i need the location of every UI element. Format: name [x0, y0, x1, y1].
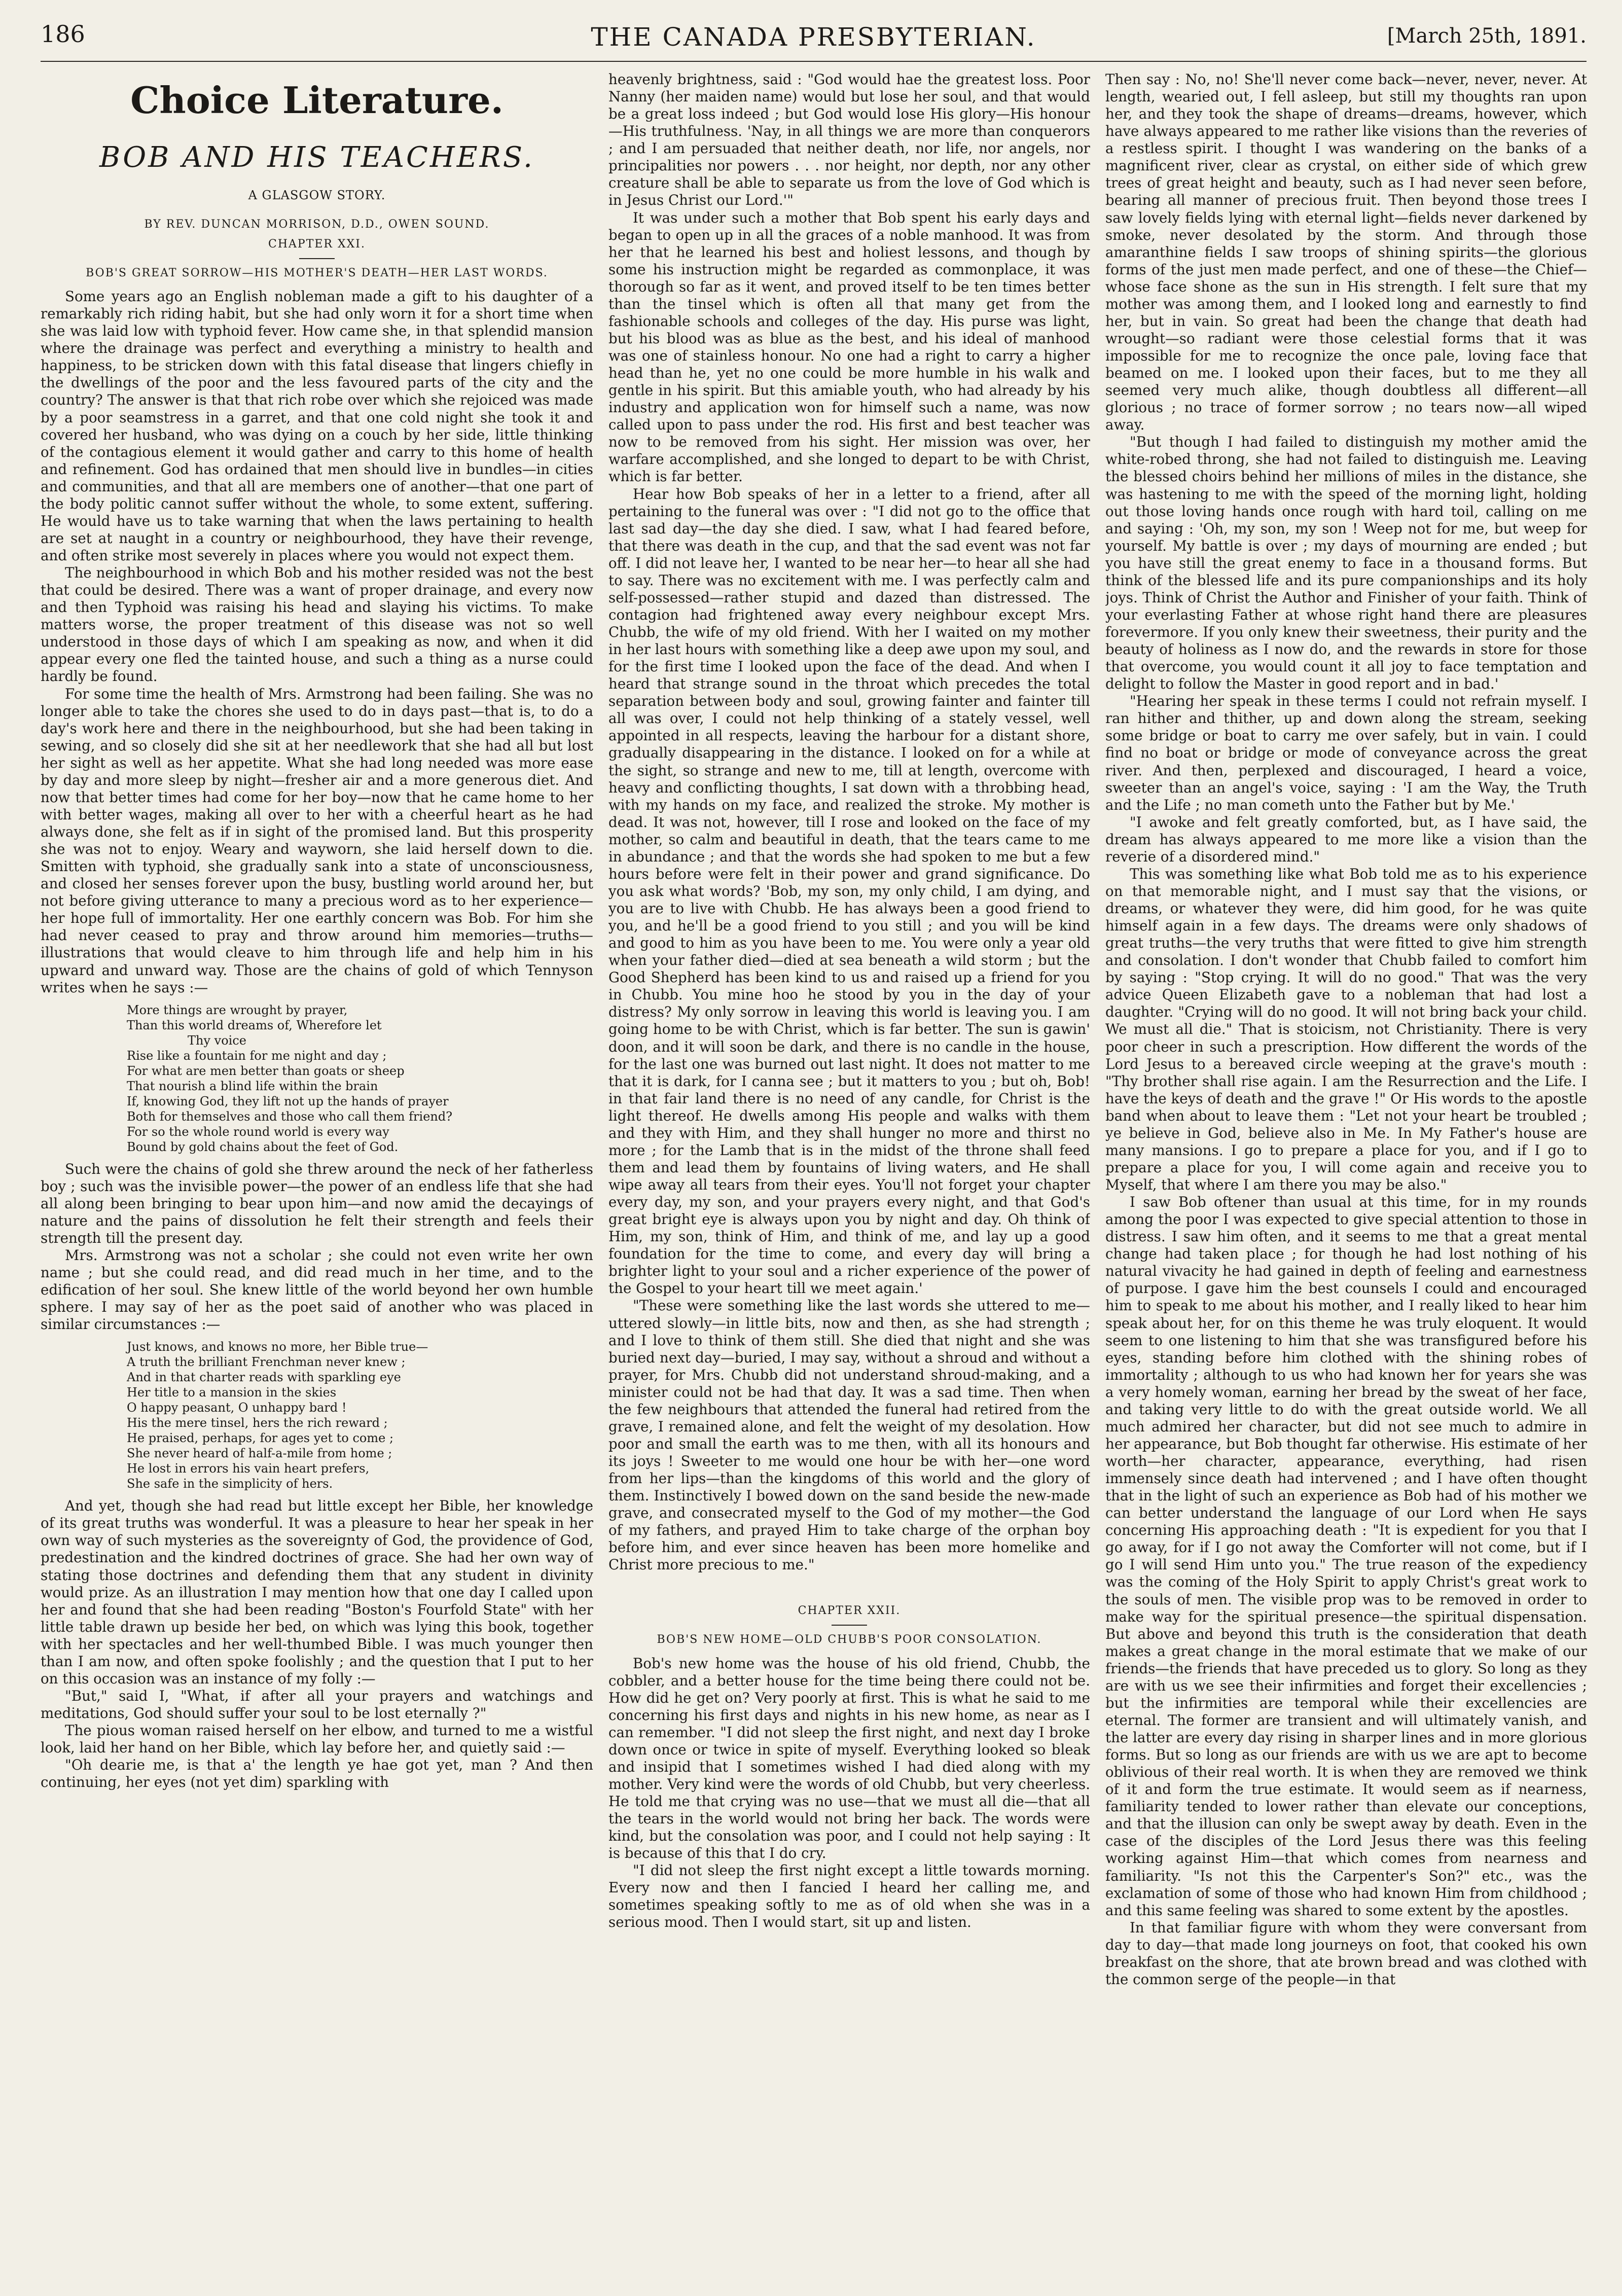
- verse-line: Just knows, and knows no more, her Bible true—: [127, 1340, 428, 1354]
- paragraph: And yet, though she had read but little except her Bible, her knowledge of its great truths was wonderful. It was a pleasure to hear her speak in her own way of such mysteries as the sovereignty of God, the providence of God, predestination and the kindred doctrines of grace. She had her own way of stating those doctrines and defending them that any student in divinity would prize. As an illustration I may mention how that one day I called upon her and found that she had been reading "Boston's Fourfold State" with her little table drawn up beside her bed, on which was lying this book, together with her spectacles and her well-thumbed Bible. I was much younger then than I am now, and often spoke foolishly ; and the question that I put to her on this occasion was an instance of my folly :—: [41, 1497, 593, 1687]
- verse-line: His the mere tinsel, hers the rich reward ;: [127, 1416, 388, 1430]
- page-number: 186: [41, 20, 85, 48]
- verse-line: A truth the brilliant Frenchman never knew ;: [127, 1355, 406, 1370]
- byline: BY REV. DUNCAN MORRISON, D.D., OWEN SOUND.: [144, 218, 490, 231]
- verse-line: More things are wrought by prayer,: [127, 1002, 348, 1017]
- story-subtitle: A GLASGOW STORY.: [248, 188, 386, 203]
- page-header: [41, 20, 1587, 62]
- verse-line: Rise like a fountain for me night and day ;: [127, 1048, 387, 1063]
- column-3: [1105, 71, 1587, 2277]
- masthead: THE CANADA PRESBYTERIAN.: [591, 22, 1036, 52]
- poem-cowper: [127, 1339, 593, 1491]
- verse-line: For what are men better than goats or sheep: [127, 1063, 405, 1078]
- paragraph: "But though I had failed to distinguish my mother amid the white-robed throng, she had not failed to distinguish me. Leaving the blessed choirs behind her millions of miles in the distance, she was hastening to me with the speed of the morning light, holding out those loving hands once rough with hard toil, calling on me and saying : 'Oh, my son, my son ! Weep not for me, but weep for yourself. My battle is over ; my days of mourning are ended ; but you have still the great enemy to face in a thousand forms. But think of the blessed life and its pure companionships and its holy joys. Think of Christ the Author and Finisher of your faith. Think of your everlasting Father at whose right hand there are pleasures forevermore. If you only knew their sweetness, their purity and the beauty of holiness as I now do, and the rewards in store for those that overcome, you would count it all joy to face temptation and delight to follow the Master in good report and in bad.': [1105, 434, 1587, 693]
- chapter-heading: CHAPTER XXI.: [268, 237, 366, 250]
- chapter-subheading: BOB'S GREAT SORROW—HIS MOTHER'S DEATH—HER LAST WORDS.: [86, 267, 548, 280]
- verse-line: He praised, perhaps, for ages yet to come ;: [127, 1431, 394, 1446]
- poem-tennyson: [127, 1002, 593, 1155]
- verse-line: That nourish a blind life within the brain: [127, 1079, 378, 1093]
- verse-line: And in that charter reads with sparkling eye: [127, 1370, 401, 1385]
- verse-line: O happy peasant, O unhappy bard !: [127, 1401, 347, 1415]
- issue-date: [March 25th, 1891.: [1387, 24, 1587, 48]
- chapter-subheading: BOB'S NEW HOME—OLD CHUBB'S POOR CONSOLATION.: [657, 1633, 1042, 1646]
- paragraph: "I awoke and felt greatly comforted, but, as I have said, the dream has always appeared to me more like a vision than the reverie of a disordered mind.": [1105, 813, 1587, 865]
- paragraph: In that familiar figure with whom they were conversant from day to day—that made long journeys on foot, that cooked his own breakfast on the shore, that ate brown bread and was clothed with the common serge of the people—in that: [1105, 1919, 1587, 1988]
- verse-line: If, knowing God, they lift not up the hands of prayer: [127, 1094, 449, 1108]
- paragraph: heavenly brightness, said : "God would hae the greatest loss. Poor Nanny (her maiden name) would but lose her soul, and that would be a great loss indeed ; but God would lose His glory—His honour—His truthfulness. 'Nay, in all things we are more than conquerors ; and I am persuaded that neither death, nor life, nor angels, nor principalities nor powers . . . nor height, nor depth, nor any other creature shall be able to separate us from the love of God which is in Jesus Christ our Lord.'": [608, 71, 1090, 209]
- paragraph: Mrs. Armstrong was not a scholar ; she could not even write her own name ; but she could read, and did read much in her time, and to the edification of her soul. She knew little of the world beyond her own humble sphere. I may say of her as the poet said of another who was placed in similar circumstances :—: [41, 1246, 593, 1333]
- paragraph: "Hearing her speak in these terms I could not refrain myself. I ran hither and thither, up and down along the stream, seeking some bridge or boat to carry me over safely, but in vain. I could find no boat or bridge or mode of conveyance across the great river. And then, perplexed and discouraged, I heard a voice, sweeter than an angel's voice, saying : 'I am the Way, the Truth and the Life ; no man cometh unto the Father but by Me.': [1105, 693, 1587, 813]
- story-title: BOB AND HIS TEACHERS.: [99, 140, 534, 174]
- paragraph: "I did not sleep the first night except a little towards morning. Every now and then I fancied I heard her calling me, and sometimes speaking softly to me as of old when she was in a serious mood. Then I would start, sit up and listen.: [608, 1862, 1090, 1931]
- verse-line: She safe in the simplicity of hers.: [127, 1477, 333, 1491]
- paragraph: The neighbourhood in which Bob and his mother resided was not the best that could be desired. There was a want of proper drainage, and every now and then Typhoid was raising his head and slaying his victims. To make matters worse, the proper treatment of this disease was not so well understood in those days of which I am speaking as now, and when it did appear every one fled the tainted house, and such a thing as a nurse could hardly be found.: [41, 564, 593, 685]
- column-1: [41, 71, 593, 2282]
- paragraph: Bob's new home was the house of his old friend, Chubb, the cobbler, and a better house for the time being there could not be. How did he get on? Very poorly at first. This is what he said to me concerning his first days and nights in his new home, as near as I can remember. "I did not sleep the first night, and next day I broke down once or twice in spite of myself. Everything looked so bleak and insipid that I sometimes wished I had died along with my mother. Very kind were the words of old Chubb, but very cheerless. He told me that crying was no use—that we must all die—that all the tears in the world would not bring her back. The words were kind, but the consolation was poor, and I could not help saying : It is because of this that I do cry.: [608, 1655, 1090, 1862]
- verse-line: Both for themselves and those who call them friend?: [127, 1109, 453, 1124]
- verse-line: She never heard of half-a-mile from home ;: [127, 1446, 392, 1461]
- verse-line: Thy voice: [188, 1033, 246, 1048]
- paragraph: Hear how Bob speaks of her in a letter to a friend, after all pertaining to the funeral was over : "I did not go to the office that last sad day—the day she died. I saw, what I had feared before, that there was death in the cup, and that the sad event was not far off. I did not leave her, I wanted to be near her—to hear all she had to say. There was no excitement with me. I was perfectly calm and self-possessed—rather stupid and dazed than distressed. The contagion had frightened away every neighbour except Mrs. Chubb, the wife of my old friend. With her I waited on my mother in her last hours with something like a deep awe upon my soul, and for the first time I looked upon the face of the dead. And when I heard that strange sound in the throat which precedes the total separation between body and soul, growing fainter and fainter till all was over, I could not help thinking of a stately vessel, well appointed in all respects, leaving the harbour for a distant shore, gradually disappearing in the distance. I looked on for a while at the sight, so strange and new to me, till at length, overcome with heavy and conflicting thoughts, I sat down with a throbbing head, with my hands on my face, and realized the stroke. My mother is dead. It was not, however, till I rose and looked on the face of my mother, so calm and beautiful in death, that the tears came to me in abundance ; and that the words she had spoken to me but a few hours before were felt in their power and grand significance. Do you ask what words? 'Bob, my son, my only child, I am dying, and you are to live with Chubb. He has always been a good friend to you, and he'll be a good friend to you still ; and you will be kind and good to him as you have been to me. You were only a year old when your father died—died at sea beneath a wild storm ; but the Good Shepherd has been kind to us and raised up a friend for you in Chubb. You mine hoo he stood by you in the day of your distress? My only sorrow in leaving this world is leaving you. I am going home to be with Christ, which is far better. The sun is gawin' doon, and it will soon be dark, and there is no candle in the house, for the last one was burned out last night. It does not matter to me that it is dark, for I canna see ; but it matters to you ; but oh, Bob! in that fair land there is no need of any candle, for Christ is the light thereof. He dwells among His people and walks with them and they with Him, and they shall hunger no more and thirst no more ; for the Lamb that is in the midst of the throne shall feed them and lead them by fountains of living waters, and He shall wipe away all tears from their eyes. You'll not forget your chapter every day, my son, and your prayers every night, and that God's great bright eye is always upon you by night and day. Oh think of Him, my son, think of Him, and think of me, and lay up a good foundation for the time to come, and every day will bring a brighter light to your soul and a richer experience of the power of the Gospel to your heart till we meet again.': [608, 485, 1090, 1297]
- paragraph: This was something like what Bob told me as to his experience on that memorable night, and I must say that the visions, or dreams, or whatever they were, did him good, for he was quite himself again in a few days. The dreams were only shadows of great truths—the very truths that were fitted to give him strength and consolation. I don't wonder that Chubb failed to comfort him by saying : "Stop crying. It will do no good." That was the very advice Queen Elizabeth gave to a nobleman that had lost a daughter. "Crying will do no good. It will not bring back your child. We must all die." That is stoicism, not Christianity. There is very poor cheer in such a prescription. How different the words of the Lord Jesus to a bereaved circle weeping at the grave's mouth : "Thy brother shall rise again. I am the Resurrection and the Life. I have the keys of death and the grave !" Or His words to the apostle band when about to leave them : "Let not your heart be troubled ; ye believe in God, believe also in Me. In My Father's house are many mansions. I go to prepare a place for you, and if I go to prepare a place for you, I will come again and receive you to Myself, that where I am there you may be also.": [1105, 865, 1587, 1193]
- paragraph: The pious woman raised herself on her elbow, and turned to me a wistful look, laid her hand on her Bible, which lay before her, and quietly said :—: [41, 1722, 593, 1756]
- paragraph: "Oh dearie me, is that a' the length ye hae got yet, man ? And then continuing, her eyes (not yet dim) sparkling with: [41, 1756, 593, 1791]
- paragraph: For some time the health of Mrs. Armstrong had been failing. She was no longer able to take the chores she used to do in days past—that is, to do a day's work here and there in the neighbourhood, but she had been taking in sewing, and so closely did she sit at her needlework that she had all but lost her sight as well as her appetite. What she had long needed was more ease by day and more sleep by night—fresher air and a more generous diet. And now that better times had come for her boy—now that he came home to her with better wages, making all over to her with a cheerful heart as he had always done, she felt as if in sight of the promised land. But this prosperity she was not to enjoy. Weary and wayworn, she laid herself down to die. Smitten with typhoid, she gradually sank into a state of unconsciousness, and closed her senses forever upon the busy, bustling world around her, but not before giving utterance to many a precious word as to her experience—her hope full of immortality. Her one earthly concern was Bob. For him she had never ceased to pray and throw around him memories—truths—illustrations that would cleave to him through life and help him in his upward and unward way. Those are the chains of gold of which Tennyson writes when he says :—: [41, 685, 593, 996]
- paragraph: "But," said I, "What, if after all your prayers and watchings and meditations, God should suffer your soul to be lost eternally ?": [41, 1687, 593, 1722]
- column-2: [608, 71, 1090, 2277]
- section-heading: Choice Literature.: [130, 79, 503, 122]
- chapter-heading: CHAPTER XXII.: [798, 1604, 901, 1618]
- paragraph: Such were the chains of gold she threw around the neck of her fatherless boy ; such was the invisible power—the power of an endless life that she had all along been bringing to bear upon him—and now amid the decayings of nature and the pains of dissolution he felt their strength and feels their strength till the present day.: [41, 1160, 593, 1246]
- paragraph: "These were something like the last words she uttered to me—uttered slowly—in little bits, now and then, as she had strength ; and I love to think of them still. She died that night and she was buried next day—buried, I may say, without a shroud and without a prayer, for Mrs. Chubb did not understand shroud-making, and a minister could not be had that day. It was a sad time. Then when the few neighbours that attended the funeral had retired from the grave, I remained alone, and felt the weight of my desolation. How poor and small the earth was to me then, with all its honours and its joys ! Sweeter to me would one hour be with her—one word from her lips—than the kingdoms of this world and the glory of them. Instinctively I bowed down on the sand beside the new-made grave, and consecrated myself to the God of my mother—the God of my fathers, and prayed Him to take charge of the orphan boy before him, and ever since heaven has been more homelike and Christ more precious to me.": [608, 1297, 1090, 1573]
- verse-line: He lost in errors his vain heart prefers,: [127, 1461, 370, 1476]
- verse-line: Than this world dreams of, Wherefore let: [127, 1018, 382, 1032]
- paragraph: It was under such a mother that Bob spent his early days and began to open up in all the graces of a noble manhood. It was from her that he learned his best and holiest lessons, and though by some his instruction might be regarded as commonplace, it was thorough so far as it went, and proved itself to be ten times better than the tinsel which is often all that many get from the fashionable schools and colleges of the day. His purse was light, but his blood was as blue as the best, and his ideal of manhood was one of stainless honour. No one had a right to carry a higher head than he, yet no one could be more humble in his walk and gentle in his spirit. But this amiable youth, who had already by his industry and application won for himself such a name, was now called upon to pass under the rod. His first and best teacher was now to be removed from his sight. Her mission was over, her warfare accomplished, and she longed to depart to be with Christ, which is far better.: [608, 209, 1090, 485]
- divider: [299, 258, 335, 259]
- paragraph: Some years ago an English nobleman made a gift to his daughter of a remarkably rich riding habit, but she had only worn it for a short time when she was laid low with typhoid fever. How came she, in that splendid mansion where the drainage was perfect and everything a ministry to health and happiness, to be stricken down with this fatal disease that lingers chiefly in the dwellings of the poor and the less favoured parts of the city and the country? The answer is that that rich robe over which she rejoiced was made by a poor seamstress in a garret, and that one cold night she took it and covered her husband, who was dying on a couch by her side, little thinking of the contagious element it would gather and carry to this home of health and refinement. God has ordained that men should live in bundles—in cities and communities, and that all are members one of another—that one part of the body politic cannot suffer without the whole, to some extent, suffering. He would have us to take warning that when the laws pertaining to health are set at naught in a country or neighbourhood, they have their revenge, and often strike most severely in places where you would not expect them.: [41, 288, 593, 564]
- paragraph: I saw Bob oftener than usual at this time, for in my rounds among the poor I was expected to give special attention to those in distress. I saw him often, and it seems to me that a great mental change had taken place ; for though he had lost nothing of his natural vivacity he had gained in depth of feeling and earnestness of purpose. I gave him the best counsels I could and encouraged him to speak to me about his mother, and I really liked to hear him speak about her, for on this theme he was truly eloquent. It would seem to one listening to him that she was transfigured before his eyes, standing before him clothed with the shining robes of immortality ; although to us who had known her for years she was a very homely woman, earning her bread by the sweat of her face, and taking very little to do with the great outside world. We all much admired her character, but did not see much to admire in her appearance, but Bob thought far otherwise. His estimate of her worth—her character, appearance, everything, had risen immensely since death had intervened ; and I have often thought that in the light of such an experience as Bob had of his mother we can better understand the language of our Lord when He says concerning His approaching death : "It is expedient for you that I go away, for if I go not away the Comforter will not come, but if I go I will send Him unto you." The true reason of the expediency was the coming of the Holy Spirit to apply Christ's great work to the souls of men. The visible prop was to be removed in order to make way for the spiritual presence—the spiritual dispensation. But above and beyond this truth is the consideration that death makes a great change in the moral estimate that we make of our friends—the friends that have preceded us to glory. So long as they are with us we see their infirmities and forget their excellencies ; but the infirmities are temporal while their excellencies are eternal. The former are transient and will ultimately vanish, and the latter are every day rising in sharper lines and in more glorious forms. But so long as our friends are with us we are apt to become oblivious of their real worth. It is when they are removed we think of it and form the true estimate. It would seem as if nearness, familiarity tended to lower rather than elevate our conceptions, and that the illusion can only be swept away by death. Even in the case of the disciples of the Lord Jesus there was this feeling working against Him—that which comes from nearness and familiarity. "Is not this the Carpenter's Son?" etc., was the exclamation of some of those who had known Him from childhood ; and this same feeling was shared to some extent by the apostles.: [1105, 1194, 1587, 1919]
- divider: [832, 1625, 867, 1626]
- paragraph: Then say : No, no! She'll never come back—never, never, never. At length, wearied out, I fell asleep, but still my thoughts ran upon her, and they took the shape of dreams—dreams, however, which have always appeared to me rather like visions than the reveries of a restless spirit. I thought I was wandering on the banks of a magnificent river, clear as crystal, on either side of which grew trees of great height and beauty, such as I had never seen before, bearing all manner of precious fruit. Then beyond those trees I saw lovely fields lying with eternal light—fields never darkened by smoke, never desolated by the storm. And through those amaranthine fields I saw troops of shining spirits—the glorious forms of the just men made perfect, and one of these—the Chief—whose face shone as the sun in His strength. I felt sure that my mother was among them, and I looked long and earnestly to find her, but in vain. So great had been the change that death had wrought—so radiant were those celestial forms that it was impossible for me to recognize the once pale, loving face that beamed on me. I looked upon their faces, but to me they all seemed very much alike, though doubtless all different—all glorious ; no trace of former sorrow ; no tears now—all wiped away.: [1105, 71, 1587, 434]
- verse-line: For so the whole round world is every way: [127, 1124, 389, 1139]
- verse-line: Bound by gold chains about the feet of God.: [127, 1139, 399, 1154]
- verse-line: Her title to a mansion in the skies: [127, 1385, 337, 1400]
